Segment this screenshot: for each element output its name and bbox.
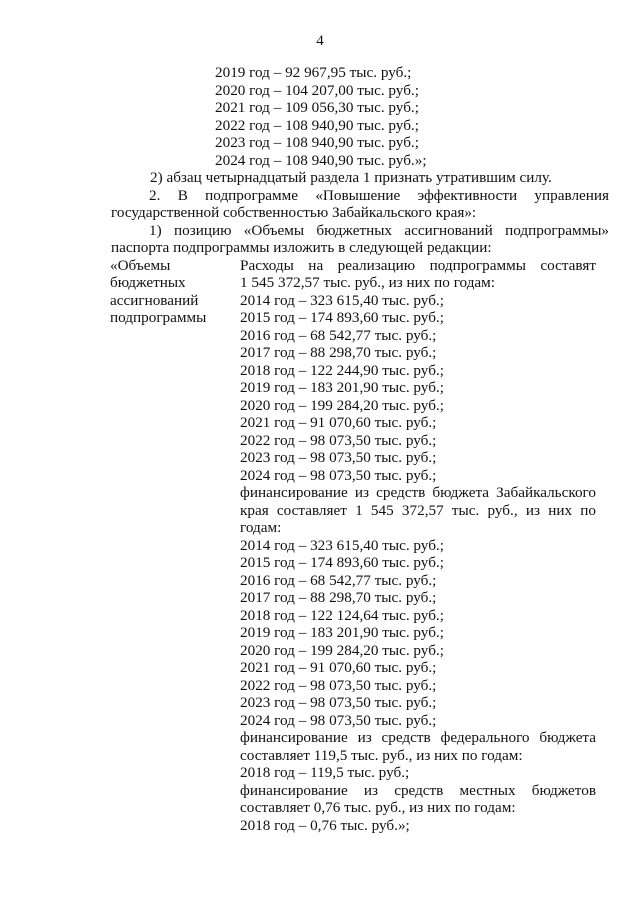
list-item: 2024 год – 108 940,90 тыс. руб.»; (215, 151, 427, 169)
list-item: 2020 год – 199 284,20 тыс. руб.; (240, 641, 444, 659)
list-item: 2024 год – 98 073,50 тыс. руб.; (240, 711, 437, 729)
paragraph-item-1-line2: паспорта подпрограммы изложить в следующей редакции: (111, 239, 492, 256)
list-item: 2023 год – 98 073,50 тыс. руб.; (240, 694, 437, 711)
local-line: составляет 0,76 тыс. руб., из них по годам: (240, 799, 516, 816)
page-number: 4 (316, 33, 324, 49)
paragraph-abzac: 2) абзац четырнадцатый раздела 1 признать утратившим силу. (150, 169, 552, 186)
intro-line: Расходы на реализацию подпрограммы составят (240, 256, 596, 274)
list-item: 2023 год – 108 940,90 тыс. руб.; (215, 134, 419, 151)
list-item: 2022 год – 98 073,50 тыс. руб.; (240, 431, 437, 449)
list-item: 2019 год – 183 201,90 тыс. руб.; (240, 624, 444, 641)
list-item: 2020 год – 104 207,00 тыс. руб.; (215, 81, 419, 99)
regional-line: края составляет 1 545 372,57 тыс. руб., из них по (240, 501, 596, 519)
list-item: 2019 год – 92 967,95 тыс. руб.; (215, 64, 412, 81)
federal-line: финансирование из средств федерального бюджета (240, 729, 596, 746)
list-item: 2020 год – 199 284,20 тыс. руб.; (240, 396, 444, 414)
table-label-line: бюджетных (110, 274, 186, 291)
list-item: 2021 год – 91 070,60 тыс. руб.; (240, 414, 437, 431)
paragraph-item-2-line1: 2. В подпрограмме «Повышение эффективности управления (149, 186, 609, 204)
paragraph-item-1-line1: 1) позицию «Объемы бюджетных ассигнований подпрограммы» (149, 221, 609, 239)
list-item: 2022 год – 108 940,90 тыс. руб.; (215, 116, 419, 134)
list-item: 2016 год – 68 542,77 тыс. руб.; (240, 326, 437, 344)
list-item: 2015 год – 174 893,60 тыс. руб.; (240, 554, 444, 571)
list-item: 2014 год – 323 615,40 тыс. руб.; (240, 536, 444, 554)
paragraph-item-2-line2: государственной собственностью Забайкальского края»: (111, 204, 477, 221)
regional-line: финансирование из средств бюджета Забайкальского (240, 484, 596, 501)
list-item: 2023 год – 98 073,50 тыс. руб.; (240, 449, 437, 466)
table-label-line: ассигнований (110, 291, 199, 309)
local-line: финансирование из средств местных бюджетов (240, 781, 596, 799)
table-label-line: подпрограммы (110, 309, 207, 326)
intro-line: 1 545 372,57 тыс. руб., из них по годам: (240, 274, 496, 291)
list-item: 2024 год – 98 073,50 тыс. руб.; (240, 466, 437, 484)
regional-line: годам: (240, 519, 282, 536)
list-item: 2021 год – 91 070,60 тыс. руб.; (240, 659, 437, 676)
list-item: 2015 год – 174 893,60 тыс. руб.; (240, 309, 444, 326)
list-item: 2022 год – 98 073,50 тыс. руб.; (240, 676, 437, 694)
list-item: 2017 год – 88 298,70 тыс. руб.; (240, 344, 437, 361)
list-item: 2018 год – 122 124,64 тыс. руб.; (240, 606, 444, 624)
local-year: 2018 год – 0,76 тыс. руб.»; (240, 816, 410, 834)
table-label-line: «Объемы (110, 256, 171, 274)
federal-year: 2018 год – 119,5 тыс. руб.; (240, 764, 410, 781)
list-item: 2014 год – 323 615,40 тыс. руб.; (240, 291, 444, 309)
list-item: 2021 год – 109 056,30 тыс. руб.; (215, 99, 419, 116)
federal-line: составляет 119,5 тыс. руб., из них по годам: (240, 746, 523, 764)
list-item: 2017 год – 88 298,70 тыс. руб.; (240, 589, 437, 606)
list-item: 2018 год – 122 244,90 тыс. руб.; (240, 361, 444, 379)
list-item: 2019 год – 183 201,90 тыс. руб.; (240, 379, 444, 396)
list-item: 2016 год – 68 542,77 тыс. руб.; (240, 571, 437, 589)
